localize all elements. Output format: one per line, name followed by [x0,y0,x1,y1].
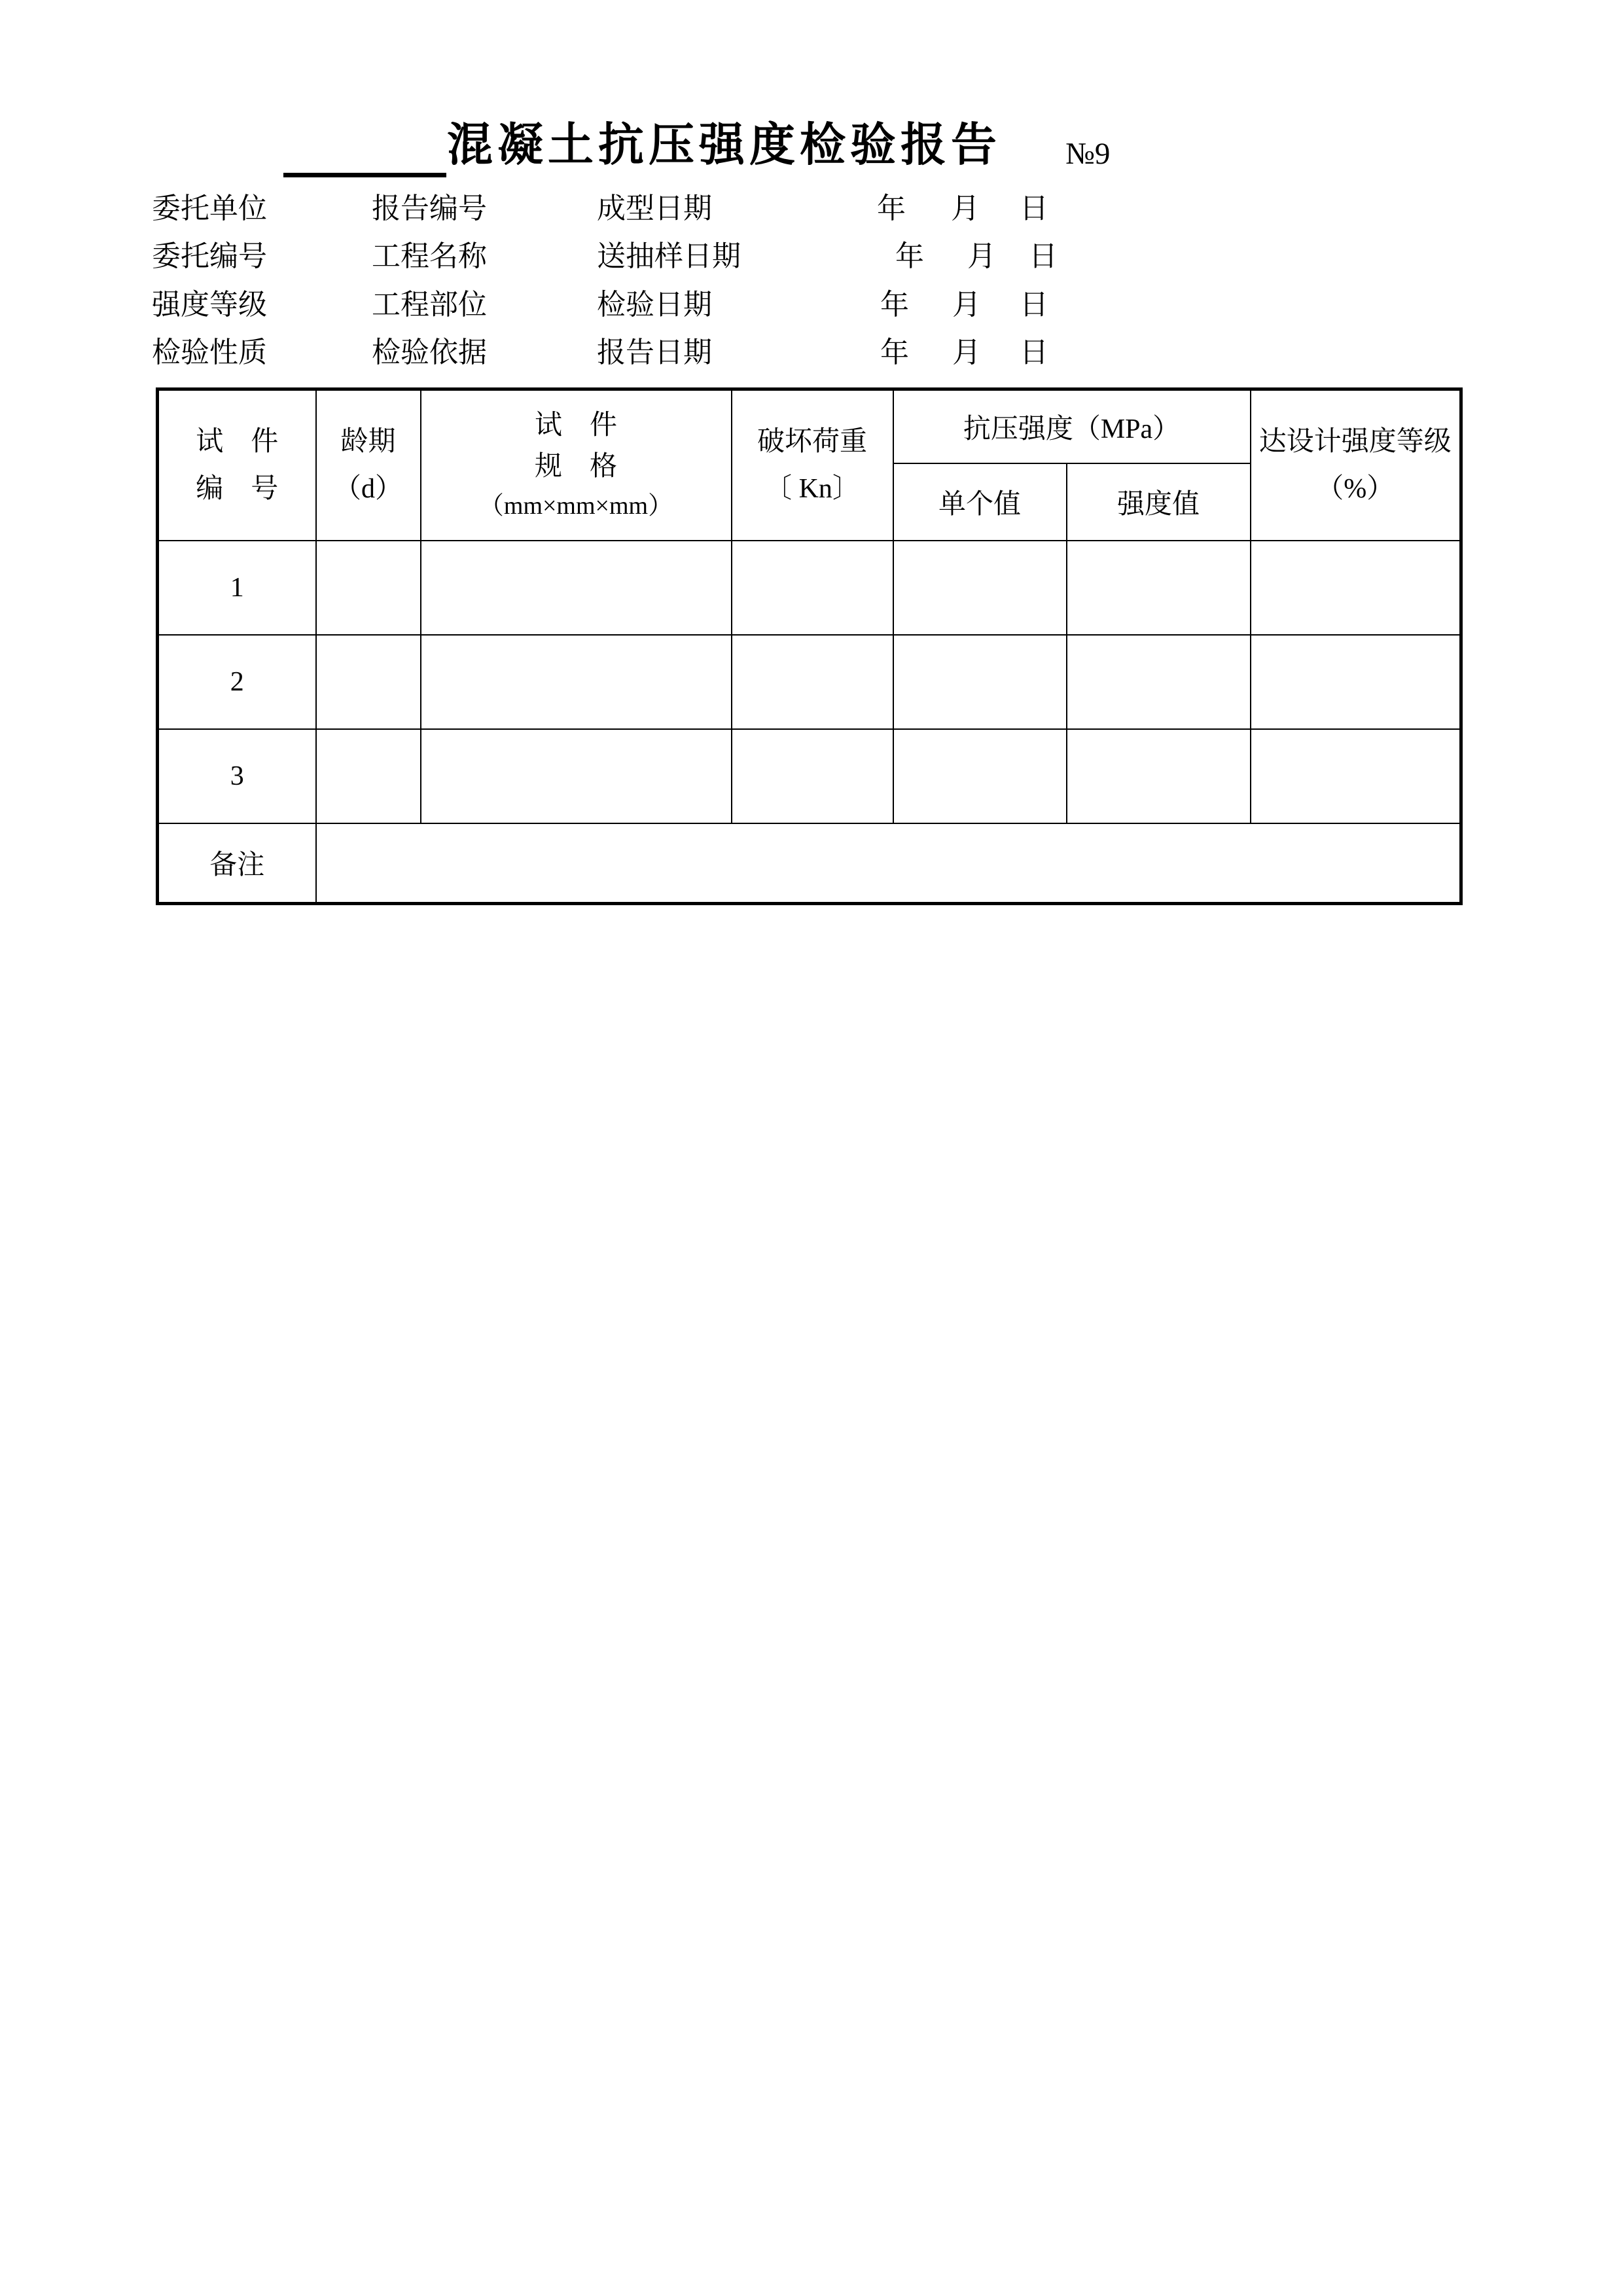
cell-row3-strength[interactable] [1067,729,1251,823]
row3-number: 3 [158,729,316,823]
label-day: 日 [1020,192,1048,224]
header-specimen-no: 试 件 编 号 [158,389,316,541]
label-entrust-no: 委托编号 [152,240,267,272]
label-molding-date: 成型日期 [597,192,712,224]
header-compressive-strength: 抗压强度（MPa） [893,389,1251,463]
table-row [158,729,1461,823]
cell-row1-single[interactable] [893,541,1067,635]
label-month: 月 [952,336,981,368]
label-test-nature: 检验性质 [152,336,267,368]
cell-row3-single[interactable] [893,729,1067,823]
label-year: 年 [877,192,906,224]
header-design-grade: 达设计强度等级 （%） [1251,389,1461,541]
title-blank-line[interactable] [283,173,446,177]
header-breaking-load: 破坏荷重 〔 Kn〕 [732,389,893,541]
label-month: 月 [967,240,996,272]
cell-row2-age[interactable] [316,635,421,729]
results-table [156,387,1463,905]
label-entrust-unit: 委托单位 [152,192,267,224]
label-day: 日 [1029,240,1058,272]
row1-number: 1 [158,541,316,635]
label-sampling-date: 送抽样日期 [597,240,741,272]
remark-row [158,823,1461,904]
label-year: 年 [895,240,924,272]
label-day: 日 [1020,289,1048,321]
label-project-part: 工程部位 [372,289,487,321]
table-row [158,635,1461,729]
cell-row1-load[interactable] [732,541,893,635]
label-year: 年 [880,336,909,368]
cell-row1-strength[interactable] [1067,541,1251,635]
header-age: 龄期 （d） [316,389,421,541]
cell-row2-strength[interactable] [1067,635,1251,729]
cell-row1-size[interactable] [421,541,732,635]
label-strength-grade: 强度等级 [152,289,267,321]
page-title: 混凝土抗压强度检验报告 [447,120,1001,171]
label-report-no: 报告编号 [372,192,487,224]
cell-row1-grade[interactable] [1251,541,1461,635]
header-single-value: 单个值 [893,463,1067,541]
label-day: 日 [1020,336,1048,368]
label-project-name: 工程名称 [372,240,487,272]
cell-row3-size[interactable] [421,729,732,823]
label-test-basis: 检验依据 [372,336,487,368]
cell-row3-load[interactable] [732,729,893,823]
cell-row1-age[interactable] [316,541,421,635]
cell-row2-size[interactable] [421,635,732,729]
remark-label: 备注 [158,823,316,904]
header-specimen-size: 试 件 规 格 （mm×mm×mm） [421,389,732,541]
remark-value-cell[interactable] [316,823,1461,904]
cell-row3-age[interactable] [316,729,421,823]
cell-row3-grade[interactable] [1251,729,1461,823]
label-month: 月 [951,192,980,224]
cell-row2-grade[interactable] [1251,635,1461,729]
table-row [158,541,1461,635]
label-year: 年 [880,289,909,321]
cell-row2-load[interactable] [732,635,893,729]
report-number: №9 [1065,137,1111,171]
header-strength-value: 强度值 [1067,463,1251,541]
label-month: 月 [952,289,981,321]
label-report-date: 报告日期 [597,336,712,368]
cell-row2-single[interactable] [893,635,1067,729]
row2-number: 2 [158,635,316,729]
label-test-date: 检验日期 [597,289,712,321]
